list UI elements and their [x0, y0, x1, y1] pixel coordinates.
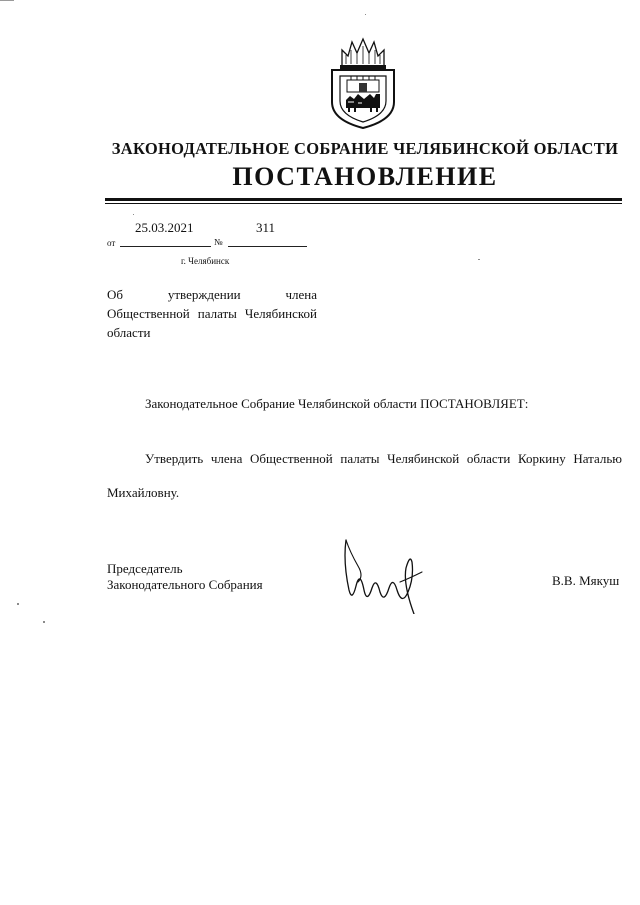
organization-name: ЗАКОНОДАТЕЛЬНОЕ СОБРАНИЕ ЧЕЛЯБИНСКОЙ ОБЛАСТИ [111, 139, 619, 158]
document-date: 25.03.2021 [135, 220, 194, 235]
scan-speck [17, 603, 19, 605]
number-label: № [214, 237, 223, 247]
signatory-title-line2: Законодательного Собрания [107, 577, 263, 592]
date-underline [120, 246, 211, 247]
document-number: 311 [256, 220, 276, 235]
number-underline [228, 246, 307, 247]
scan-corner-mark [0, 0, 14, 11]
date-label: от [107, 238, 116, 248]
header-rule-thin [105, 203, 622, 204]
document-subject: Об утверждении члена Общественной палаты Челябинской области [107, 287, 317, 340]
scan-speck [43, 621, 45, 623]
preamble-paragraph: Законодательное Собрание Челябинской области ПОСТАНОВЛЯЕТ: [145, 396, 529, 411]
scan-speck [133, 214, 134, 215]
signatory-title-line1: Председатель [107, 561, 183, 576]
signatory-name: В.В. Мякуш [552, 573, 620, 588]
coat-of-arms-icon [328, 36, 398, 130]
scan-speck [365, 14, 366, 15]
signatory-title [107, 561, 263, 593]
city-name: г. Челябинск [181, 256, 230, 266]
document-type: ПОСТАНОВЛЕНИЕ [232, 162, 498, 191]
resolution-paragraph: Утвердить члена Общественной палаты Челябинской области Коркину Наталью Михайловну. [107, 451, 622, 500]
handwritten-signature [334, 532, 429, 614]
header-rule-thick [105, 198, 622, 201]
scan-speck [478, 259, 480, 260]
